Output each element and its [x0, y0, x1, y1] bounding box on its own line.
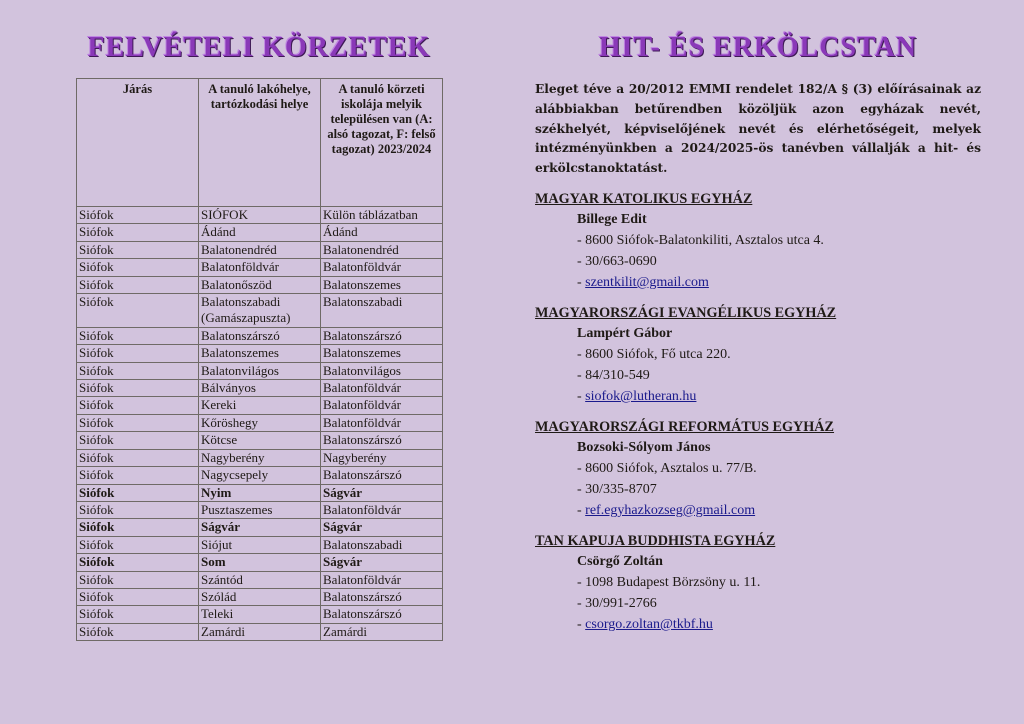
cell-jaras: Siófok [77, 362, 199, 379]
church-name: MAGYARORSZÁGI EVANGÉLIKUS EGYHÁZ [535, 304, 837, 321]
cell-school: Balatonvilágos [321, 362, 443, 379]
cell-residence: Balatonvilágos [199, 362, 321, 379]
right-title: HIT- ÉS ERKÖLCSTAN [598, 32, 918, 63]
header-school: A tanuló körzeti iskolája melyik településen van (A: alsó tagozat, F: felső tagozat) 2023/2024 [321, 79, 443, 207]
table-row [77, 484, 443, 501]
church-email-link[interactable]: siofok@lutheran.hu [585, 388, 697, 404]
table-row [77, 432, 443, 449]
church-email-line [577, 500, 981, 521]
table-row [77, 276, 443, 293]
cell-residence: Szólád [199, 588, 321, 605]
church-phone: - 84/310-549 [577, 367, 650, 383]
table-row [77, 554, 443, 571]
cell-jaras: Siófok [77, 294, 199, 328]
cell-jaras: Siófok [77, 606, 199, 623]
church-email-link[interactable]: csorgo.zoltan@tkbf.hu [585, 616, 713, 632]
cell-jaras: Siófok [77, 207, 199, 224]
church-address: - 1098 Budapest Börzsöny u. 11. [577, 574, 761, 590]
cell-residence: Balatonföldvár [199, 259, 321, 276]
cell-school: Balatonföldvár [321, 571, 443, 588]
cell-jaras: Siófok [77, 519, 199, 536]
cell-school: Balatonföldvár [321, 501, 443, 518]
church-block [535, 303, 981, 407]
church-email-line [577, 272, 981, 293]
cell-residence: Balatonszabadi (Gamászapuszta) [199, 294, 321, 328]
church-representative: Csörgő Zoltán [577, 553, 663, 569]
table-row [77, 536, 443, 553]
cell-residence: Som [199, 554, 321, 571]
cell-jaras: Siófok [77, 345, 199, 362]
cell-school: Balatonszemes [321, 345, 443, 362]
cell-residence: Nyim [199, 484, 321, 501]
cell-residence: Balatonszárszó [199, 327, 321, 344]
cell-jaras: Siófok [77, 467, 199, 484]
intro-paragraph: Eleget téve a 20/2012 EMMI rendelet 182/A § (3) előírásainak az alábbiakban betűrendben közöljük azon egyházak nevét, székhelyét, képviselőjének nevét és elérhetőségeit, melyek intézményünkben a 2024/2025-ös tanévben vállalják a hit- és erkölcstanoktatást. [535, 82, 981, 176]
church-phone: - 30/663-0690 [577, 253, 657, 269]
church-name: MAGYAR KATOLIKUS EGYHÁZ [535, 190, 753, 207]
church-address: - 8600 Siófok-Balatonkiliti, Asztalos utca 4. [577, 232, 824, 248]
left-column [76, 32, 442, 641]
table-row [77, 571, 443, 588]
cell-residence: Pusztaszemes [199, 501, 321, 518]
cell-school: Ságvár [321, 519, 443, 536]
cell-jaras: Siófok [77, 241, 199, 258]
table-row [77, 345, 443, 362]
cell-residence: Teleki [199, 606, 321, 623]
church-representative: Lampért Gábor [577, 325, 673, 341]
email-dash: - [577, 274, 586, 290]
cell-residence: Ságvár [199, 519, 321, 536]
cell-school: Ságvár [321, 484, 443, 501]
cell-jaras: Siófok [77, 380, 199, 397]
church-block [535, 531, 981, 635]
table-row [77, 519, 443, 536]
church-phone: - 30/991-2766 [577, 595, 657, 611]
table-row [77, 207, 443, 224]
church-block [535, 189, 981, 293]
table-row [77, 397, 443, 414]
cell-jaras: Siófok [77, 276, 199, 293]
table-row [77, 588, 443, 605]
cell-residence: Siójut [199, 536, 321, 553]
cell-jaras: Siófok [77, 623, 199, 640]
cell-school: Balatonszemes [321, 276, 443, 293]
email-dash: - [577, 388, 586, 404]
table-row [77, 501, 443, 518]
cell-jaras: Siófok [77, 484, 199, 501]
church-address: - 8600 Siófok, Asztalos u. 77/B. [577, 460, 757, 476]
cell-jaras: Siófok [77, 536, 199, 553]
table-row [77, 294, 443, 328]
table-row [77, 380, 443, 397]
church-representative: Bozsoki-Sólyom János [577, 439, 711, 455]
cell-residence: Balatonendréd [199, 241, 321, 258]
left-title: FELVÉTELI KÖRZETEK [87, 32, 431, 63]
cell-school: Balatonföldvár [321, 397, 443, 414]
cell-residence: Nagycsepely [199, 467, 321, 484]
cell-jaras: Siófok [77, 327, 199, 344]
right-column [535, 32, 981, 635]
cell-jaras: Siófok [77, 588, 199, 605]
church-representative: Billege Edit [577, 211, 647, 227]
cell-residence: Kötcse [199, 432, 321, 449]
cell-school: Ádánd [321, 224, 443, 241]
table-row [77, 259, 443, 276]
church-name: TAN KAPUJA BUDDHISTA EGYHÁZ [535, 532, 776, 549]
church-phone: - 30/335-8707 [577, 481, 657, 497]
table-row [77, 414, 443, 431]
email-dash: - [577, 616, 586, 632]
church-email-link[interactable]: szentkilit@gmail.com [585, 274, 709, 290]
cell-jaras: Siófok [77, 397, 199, 414]
cell-school: Balatonszárszó [321, 432, 443, 449]
cell-school: Balatonszárszó [321, 588, 443, 605]
cell-school: Balatonendréd [321, 241, 443, 258]
cell-school: Balatonföldvár [321, 414, 443, 431]
table-row [77, 241, 443, 258]
cell-school: Balatonszabadi [321, 536, 443, 553]
header-residence: A tanuló lakóhelye, tartózkodási helye [199, 79, 321, 207]
cell-jaras: Siófok [77, 501, 199, 518]
table-header-row [77, 79, 443, 207]
church-name: MAGYARORSZÁGI REFORMÁTUS EGYHÁZ [535, 418, 835, 435]
email-dash: - [577, 502, 586, 518]
cell-residence: Ádánd [199, 224, 321, 241]
header-jaras: Járás [77, 79, 199, 207]
cell-residence: Zamárdi [199, 623, 321, 640]
cell-school: Balatonszárszó [321, 327, 443, 344]
church-email-link[interactable]: ref.egyhazkozseg@gmail.com [585, 502, 756, 518]
table-row [77, 449, 443, 466]
church-email-line [577, 614, 981, 635]
cell-school: Balatonszárszó [321, 606, 443, 623]
cell-residence: Balatonszemes [199, 345, 321, 362]
church-address: - 8600 Siófok, Fő utca 220. [577, 346, 731, 362]
cell-school: Balatonföldvár [321, 380, 443, 397]
cell-residence: Szántód [199, 571, 321, 588]
cell-residence: Kőröshegy [199, 414, 321, 431]
cell-school: Nagyberény [321, 449, 443, 466]
cell-jaras: Siófok [77, 554, 199, 571]
table-row [77, 327, 443, 344]
table-row [77, 606, 443, 623]
cell-school: Balatonföldvár [321, 259, 443, 276]
cell-jaras: Siófok [77, 224, 199, 241]
cell-school: Zamárdi [321, 623, 443, 640]
table-row [77, 467, 443, 484]
table-row [77, 362, 443, 379]
cell-residence: Bálványos [199, 380, 321, 397]
cell-residence: Nagyberény [199, 449, 321, 466]
cell-school: Balatonszabadi [321, 294, 443, 328]
cell-school: Ságvár [321, 554, 443, 571]
cell-jaras: Siófok [77, 414, 199, 431]
church-email-line [577, 386, 981, 407]
cell-residence: Kereki [199, 397, 321, 414]
cell-school: Balatonszárszó [321, 467, 443, 484]
table-row [77, 623, 443, 640]
table-row [77, 224, 443, 241]
cell-jaras: Siófok [77, 449, 199, 466]
church-block [535, 417, 981, 521]
cell-jaras: Siófok [77, 432, 199, 449]
district-table [76, 78, 443, 641]
cell-jaras: Siófok [77, 259, 199, 276]
cell-residence: SIÓFOK [199, 207, 321, 224]
cell-residence: Balatonőszöd [199, 276, 321, 293]
cell-school: Külön táblázatban [321, 207, 443, 224]
church-list [535, 189, 981, 635]
cell-jaras: Siófok [77, 571, 199, 588]
